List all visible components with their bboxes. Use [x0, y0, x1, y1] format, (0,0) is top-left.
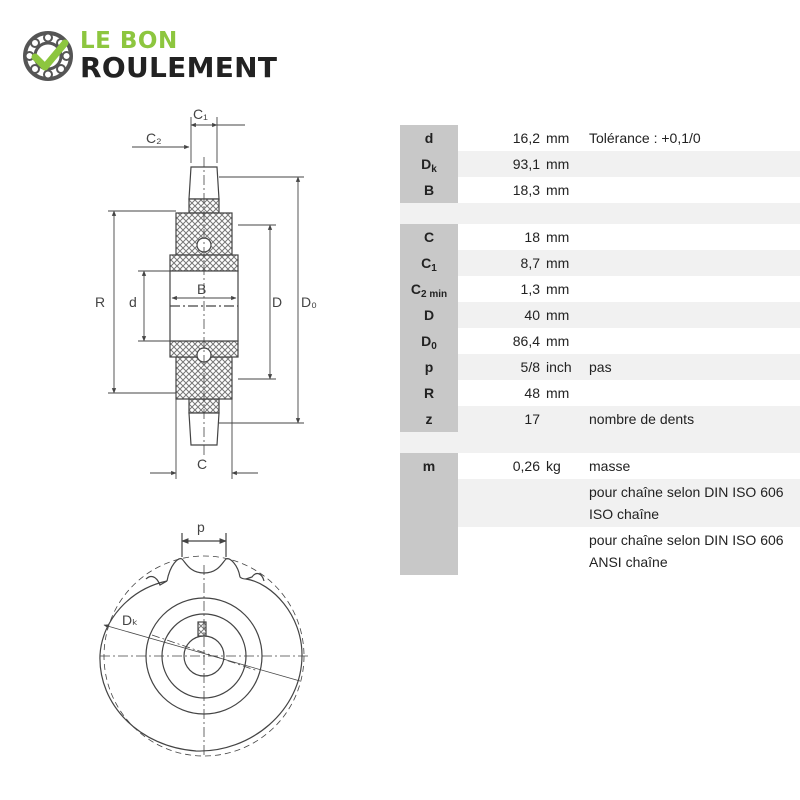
- spec-unit: mm: [544, 151, 578, 177]
- spec-value: 86,4: [512, 333, 540, 349]
- spec-unit: [544, 406, 578, 432]
- spec-symbol: [400, 380, 458, 406]
- spec-row: [400, 125, 800, 151]
- label-d-outer: D: [272, 294, 283, 310]
- spec-value: 93,1: [458, 151, 544, 177]
- spec-symbol: [400, 250, 458, 276]
- spec-symbol-text: d: [424, 130, 434, 146]
- spec-unit: mm: [546, 182, 570, 198]
- spec-table: [400, 125, 800, 575]
- spec-spacer: [400, 432, 800, 453]
- spec-note: [578, 177, 800, 203]
- spec-row: [400, 354, 800, 380]
- spec-note-row: [400, 479, 800, 527]
- spec-unit: mm: [546, 333, 570, 349]
- bearing-check-icon: [22, 30, 74, 82]
- spec-row: [400, 224, 800, 250]
- logo: [22, 28, 302, 86]
- spec-unit: mm: [544, 302, 578, 328]
- spec-note: pas: [578, 354, 800, 380]
- spec-symbol-subscript: 1: [431, 263, 437, 274]
- spec-symbol-text: C: [423, 229, 435, 245]
- spec-row: [400, 302, 800, 328]
- spec-note: [578, 380, 800, 406]
- spec-value: 8,7: [458, 250, 544, 276]
- spec-note: [578, 250, 800, 276]
- spec-row: [400, 406, 800, 432]
- spec-value: 0,26: [512, 458, 540, 474]
- spec-symbol: [400, 479, 458, 527]
- label-c1: C₁: [193, 106, 208, 122]
- spec-symbol-text: C: [410, 281, 421, 297]
- label-b: B: [197, 281, 207, 297]
- spec-note: masse: [589, 458, 631, 474]
- spec-symbol: [400, 224, 458, 250]
- spec-symbol-text: C: [421, 255, 432, 271]
- spec-unit: mm: [546, 281, 570, 297]
- spec-symbol-subscript: k: [431, 164, 437, 175]
- spec-unit: mm: [546, 229, 570, 245]
- spec-value: 48: [524, 385, 540, 401]
- spec-symbol-text: D: [421, 156, 432, 172]
- logo-line-2: ROULEMENT: [80, 51, 278, 84]
- spec-value: 40: [458, 302, 544, 328]
- spec-symbol: [400, 177, 458, 203]
- spec-symbol-subscript: 2 min: [421, 289, 448, 300]
- spec-row: [400, 250, 800, 276]
- spec-unit: kg: [546, 458, 561, 474]
- spec-symbol: [400, 406, 458, 432]
- label-dk: Dₖ: [122, 612, 139, 628]
- spec-symbol: [400, 151, 458, 177]
- spec-note-line: pour chaîne selon DIN ISO 606: [589, 532, 784, 548]
- spec-symbol-subscript: 0: [431, 341, 437, 352]
- spec-unit: inch: [544, 354, 578, 380]
- spec-note: [578, 302, 800, 328]
- spec-unit: mm: [546, 385, 570, 401]
- spec-note: [578, 151, 800, 177]
- spec-value: 18,3: [512, 182, 540, 198]
- spec-note: [578, 224, 800, 250]
- spec-symbol-text: B: [423, 182, 435, 198]
- spec-symbol-text: z: [425, 411, 433, 427]
- spec-row: [400, 177, 800, 203]
- spec-note: [578, 276, 800, 302]
- spec-value: 16,2: [512, 130, 540, 146]
- spec-unit: mm: [544, 250, 578, 276]
- label-d: d: [129, 294, 137, 310]
- spec-symbol: [400, 302, 458, 328]
- spec-unit: mm: [546, 130, 570, 146]
- label-p: p: [197, 519, 205, 535]
- sprocket-front-view: [100, 533, 308, 756]
- logo-line-1: LE BON: [80, 28, 178, 54]
- technical-drawing: [0, 95, 400, 795]
- spec-row: [400, 276, 800, 302]
- spec-row: [400, 453, 800, 479]
- spec-value: 18: [524, 229, 540, 245]
- spec-symbol-text: p: [424, 359, 434, 375]
- spec-symbol: [400, 453, 458, 479]
- spec-symbol: [400, 354, 458, 380]
- spec-value: 17: [458, 406, 544, 432]
- spec-value: 5/8: [458, 354, 544, 380]
- spec-symbol: [400, 125, 458, 151]
- spec-symbol-text: D: [421, 333, 432, 349]
- spec-note: Tolérance : +0,1/0: [589, 130, 701, 146]
- spec-symbol-text: D: [423, 307, 435, 323]
- spec-note: [578, 479, 800, 527]
- label-r: R: [95, 294, 106, 310]
- spec-note-row: [400, 527, 800, 575]
- spec-value: 1,3: [520, 281, 540, 297]
- spec-row: [400, 151, 800, 177]
- sprocket-cross-section: [170, 157, 238, 457]
- spec-symbol: [400, 527, 458, 575]
- spec-symbol: [400, 276, 458, 302]
- spec-spacer: [400, 203, 800, 224]
- spec-symbol: [400, 328, 458, 354]
- label-c: C: [197, 456, 208, 472]
- spec-symbol-text: m: [422, 458, 436, 474]
- label-c2: C₂: [146, 130, 162, 146]
- spec-note-line: ISO chaîne: [589, 506, 660, 522]
- spec-note-line: ANSI chaîne: [589, 554, 668, 570]
- spec-symbol-text: R: [423, 385, 435, 401]
- spec-note: nombre de dents: [578, 406, 800, 432]
- spec-note: [578, 527, 800, 575]
- spec-note-line: pour chaîne selon DIN ISO 606: [589, 484, 784, 500]
- label-d0: D₀: [301, 294, 317, 310]
- spec-row: [400, 328, 800, 354]
- spec-note: [578, 328, 800, 354]
- spec-row: [400, 380, 800, 406]
